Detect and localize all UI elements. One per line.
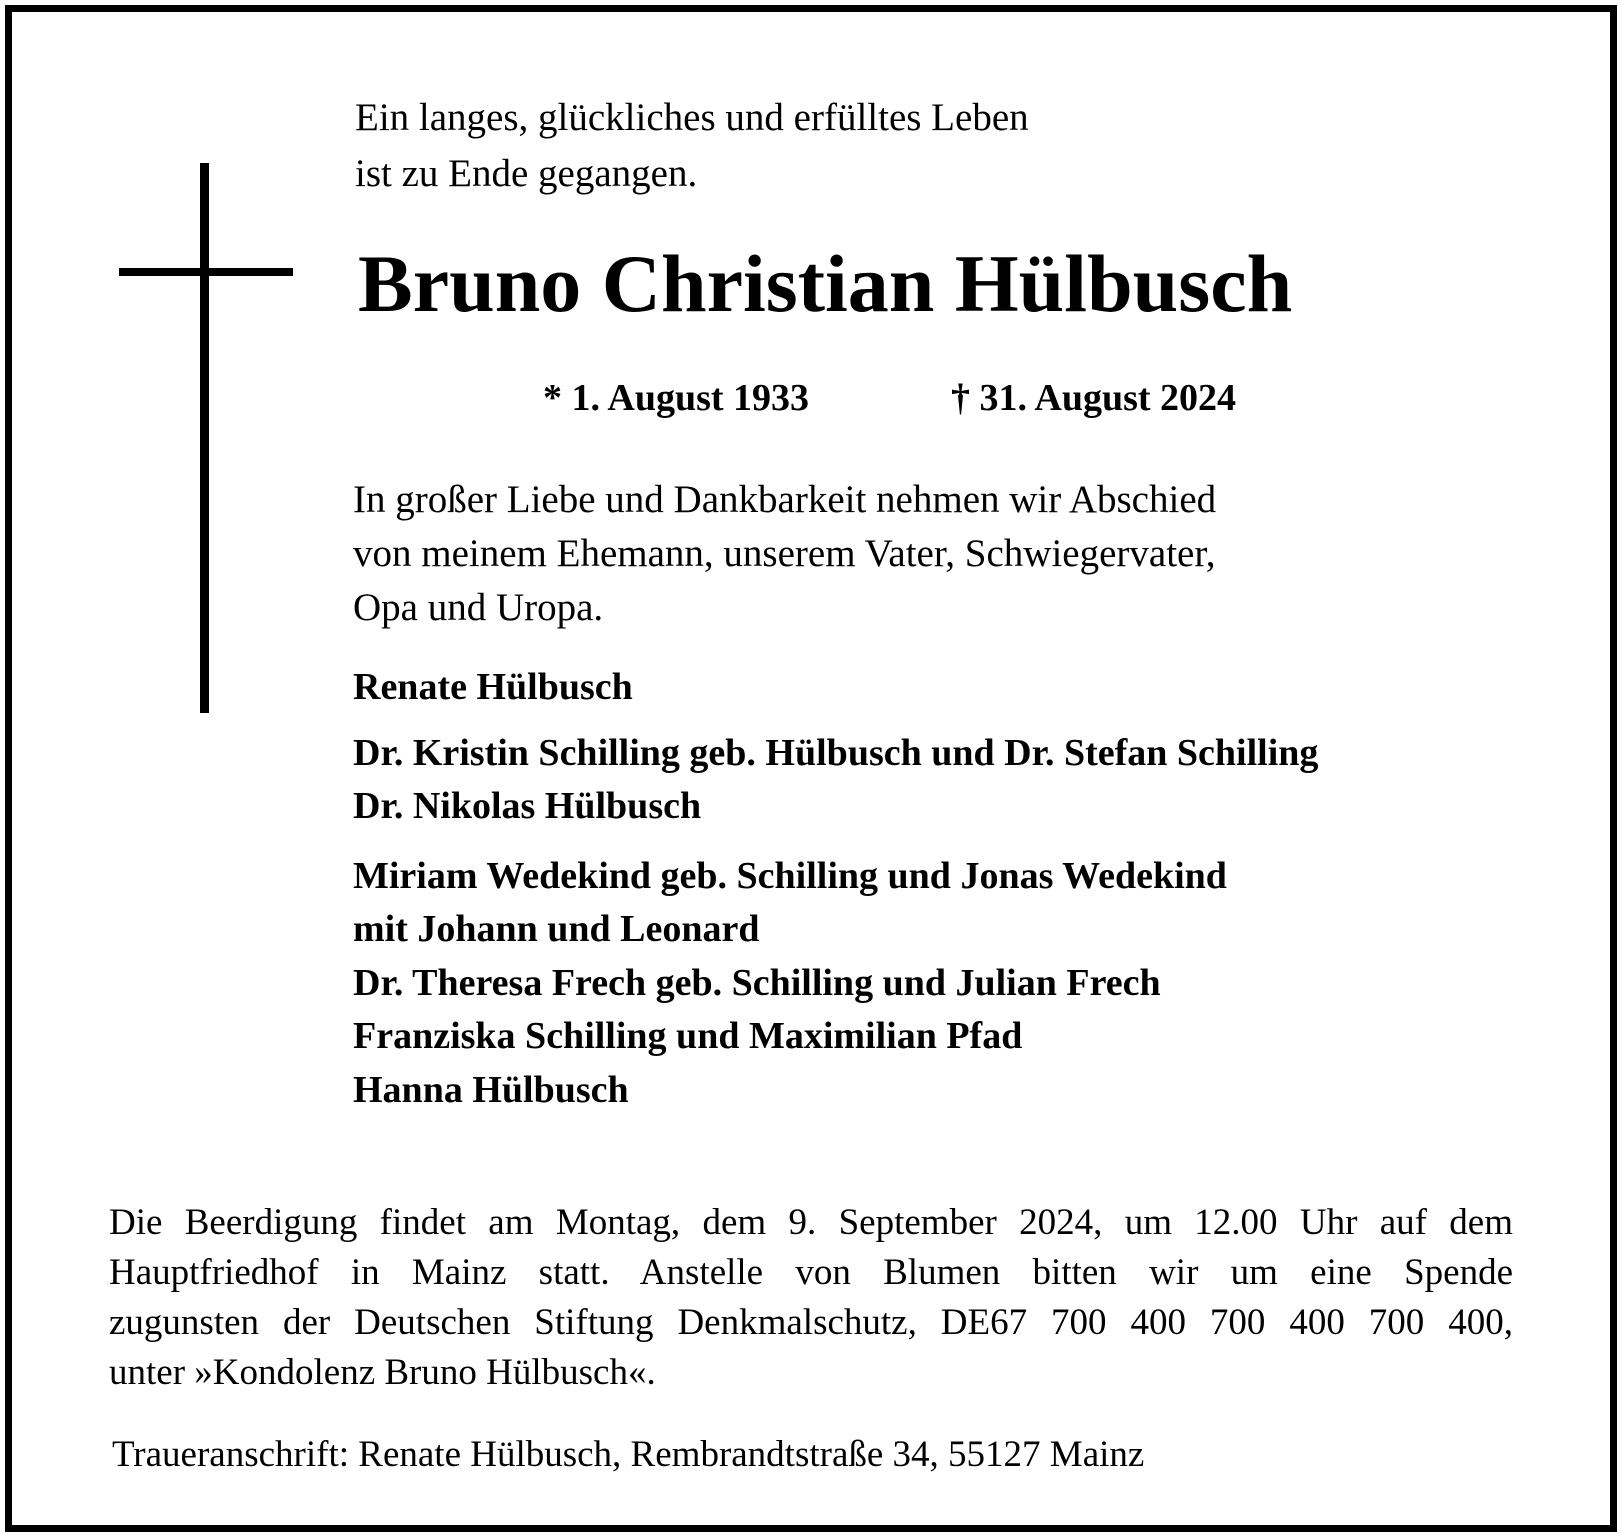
funeral-line: unter »Kondolenz Bruno Hülbusch«.	[109, 1352, 656, 1393]
funeral-line: Hauptfriedhof in Mainz statt. Anstelle von Blumen bitten wir um eine Spende	[109, 1252, 1513, 1293]
funeral-notice	[109, 1198, 1513, 1398]
funeral-line: zugunsten der Deutschen Stiftung Denkmalschutz, DE67 700 400 700 400 700 400,	[109, 1302, 1513, 1343]
mourner-name: mit Johann und Leonard	[353, 908, 760, 950]
birth-date: * 1. August 1933	[543, 377, 810, 419]
mourner-name: Franziska Schilling und Maximilian Pfad	[353, 1015, 1023, 1057]
mourner-name: Dr. Nikolas Hülbusch	[353, 785, 702, 827]
farewell-line: In großer Liebe und Dankbarkeit nehmen wir Abschied	[353, 478, 1217, 521]
mourner-name: Miriam Wedekind geb. Schilling und Jonas Wedekind	[353, 855, 1227, 897]
intro-line: ist zu Ende gegangen.	[355, 152, 698, 195]
intro-line: Ein langes, glückliches und erfülltes Leben	[355, 96, 1029, 139]
farewell-text	[353, 473, 1216, 635]
obituary-frame	[5, 5, 1617, 1532]
farewell-line: Opa und Uropa.	[353, 586, 604, 629]
farewell-line: von meinem Ehemann, unserem Vater, Schwiegervater,	[353, 532, 1216, 575]
funeral-line: Die Beerdigung findet am Montag, dem 9. September 2024, um 12.00 Uhr auf dem	[109, 1202, 1513, 1243]
mourner-name: Dr. Kristin Schilling geb. Hülbusch und Dr. Stefan Schilling	[353, 732, 1319, 774]
mourner-name: Renate Hülbusch	[353, 666, 633, 708]
mourner-name: Dr. Theresa Frech geb. Schilling und Julian Frech	[353, 962, 1161, 1004]
deceased-name: Bruno Christian Hülbusch	[358, 238, 1293, 329]
death-date: † 31. August 2024	[951, 377, 1237, 419]
mourner-name: Hanna Hülbusch	[353, 1069, 629, 1111]
intro-text	[355, 90, 1029, 202]
cross-horizontal-bar	[119, 268, 293, 276]
mourning-address: Traueranschrift: Renate Hülbusch, Rembrandtstraße 34, 55127 Mainz	[112, 1434, 1145, 1475]
cross-vertical-bar	[200, 163, 209, 713]
